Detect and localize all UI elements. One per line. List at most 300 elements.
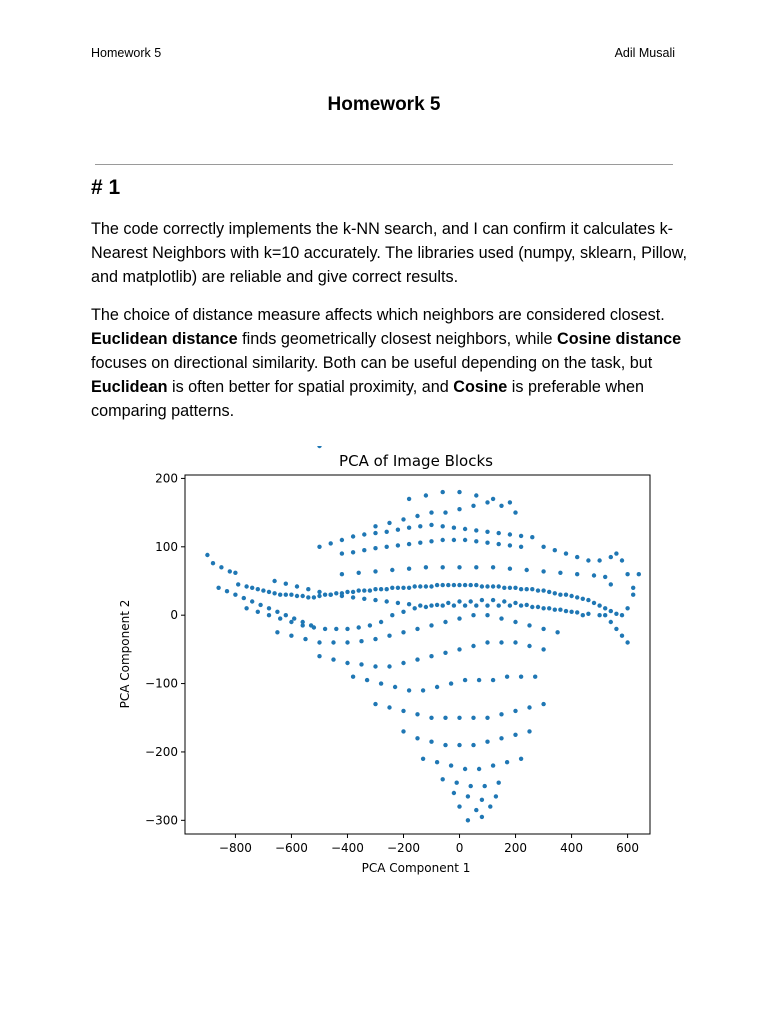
scatter-point <box>491 678 495 682</box>
scatter-point <box>519 675 523 679</box>
scatter-point <box>345 640 349 644</box>
scatter-point <box>463 603 467 607</box>
scatter-point <box>306 587 310 591</box>
scatter-point <box>491 584 495 588</box>
scatter-point <box>527 623 531 627</box>
scatter-point <box>586 558 590 562</box>
scatter-point <box>499 712 503 716</box>
scatter-point <box>558 593 562 597</box>
scatter-point <box>396 528 400 532</box>
scatter-point <box>345 627 349 631</box>
scatter-point <box>272 579 276 583</box>
scatter-point <box>345 661 349 665</box>
scatter-point <box>211 561 215 565</box>
scatter-point <box>441 490 445 494</box>
scatter-point <box>407 567 411 571</box>
scatter-point <box>491 565 495 569</box>
scatter-point <box>597 613 601 617</box>
scatter-point <box>351 534 355 538</box>
scatter-point <box>620 613 624 617</box>
scatter-point <box>597 603 601 607</box>
scatter-point <box>295 584 299 588</box>
scatter-point <box>463 527 467 531</box>
scatter-point <box>373 531 377 535</box>
scatter-point <box>275 610 279 614</box>
scatter-point <box>508 586 512 590</box>
x-tick-label: 0 <box>455 841 464 855</box>
scatter-point <box>575 610 579 614</box>
scatter-point <box>533 675 537 679</box>
paragraph-text: is often better for spatial proximity, and <box>167 378 454 396</box>
scatter-point <box>443 743 447 747</box>
y-tick-label: 200 <box>155 471 178 486</box>
scatter-point <box>401 630 405 634</box>
scatter-point <box>497 584 501 588</box>
running-header-left: Homework 5 <box>91 46 162 60</box>
scatter-point <box>457 743 461 747</box>
scatter-point <box>407 542 411 546</box>
scatter-point <box>258 603 262 607</box>
scatter-point <box>463 678 467 682</box>
scatter-point <box>469 583 473 587</box>
scatter-point <box>547 590 551 594</box>
scatter-point <box>474 493 478 497</box>
y-tick-label: 100 <box>155 539 178 554</box>
scatter-point <box>480 598 484 602</box>
scatter-point <box>502 586 506 590</box>
scatter-point <box>527 705 531 709</box>
scatter-point <box>541 545 545 549</box>
scatter-point <box>469 599 473 603</box>
scatter-point <box>441 777 445 781</box>
scatter-point <box>530 605 534 609</box>
chart-title: PCA of Image Blocks <box>339 452 493 470</box>
scatter-point <box>513 586 517 590</box>
scatter-point <box>620 634 624 638</box>
scatter-point <box>393 685 397 689</box>
scatter-point <box>429 539 433 543</box>
scatter-point <box>418 524 422 528</box>
scatter-point <box>547 606 551 610</box>
paragraph-text: focuses on directional similarity. Both can be useful depending on the task, but <box>91 354 653 372</box>
scatter-point <box>373 664 377 668</box>
scatter-point <box>452 583 456 587</box>
y-tick-label: 0 <box>170 608 178 623</box>
scatter-point <box>256 610 260 614</box>
scatter-point <box>429 654 433 658</box>
scatter-point <box>317 590 321 594</box>
scatter-point <box>530 535 534 539</box>
scatter-point <box>429 716 433 720</box>
scatter-point <box>466 794 470 798</box>
scatter-point <box>435 685 439 689</box>
scatter-point <box>463 767 467 771</box>
scatter-point <box>312 595 316 599</box>
scatter-point <box>357 625 361 629</box>
scatter-point <box>513 620 517 624</box>
scatter-point <box>525 603 529 607</box>
scatter-point <box>396 586 400 590</box>
bold-term-cosine-distance: Cosine distance <box>557 330 682 348</box>
scatter-point <box>267 590 271 594</box>
scatter-point <box>407 602 411 606</box>
scatter-point <box>497 542 501 546</box>
scatter-point <box>474 565 478 569</box>
scatter-point <box>334 591 338 595</box>
scatter-point <box>219 565 223 569</box>
scatter-point <box>387 664 391 668</box>
scatter-point <box>429 584 433 588</box>
scatter-point <box>485 500 489 504</box>
scatter-point <box>527 729 531 733</box>
scatter-point <box>357 571 361 575</box>
scatter-point <box>513 601 517 605</box>
scatter-point <box>415 712 419 716</box>
scatter-point <box>499 504 503 508</box>
scatter-point <box>558 571 562 575</box>
x-tick-label: −200 <box>387 841 420 855</box>
scatter-point <box>614 627 618 631</box>
scatter-point <box>250 586 254 590</box>
scatter-point <box>385 599 389 603</box>
y-axis-label: PCA Component 2 <box>118 599 132 709</box>
scatter-point <box>301 594 305 598</box>
scatter-point <box>359 639 363 643</box>
scatter-point <box>485 740 489 744</box>
scatter-point <box>474 603 478 607</box>
scatter-point <box>541 647 545 651</box>
scatter-point <box>457 490 461 494</box>
scatter-point <box>455 781 459 785</box>
scatter-point <box>527 644 531 648</box>
scatter-point <box>471 504 475 508</box>
scatter-point <box>463 583 467 587</box>
scatter-point <box>497 603 501 607</box>
scatter-point <box>508 500 512 504</box>
scatter-point <box>429 510 433 514</box>
scatter-point <box>418 541 422 545</box>
scatter-point <box>225 589 229 593</box>
scatter-point <box>513 709 517 713</box>
scatter-point <box>477 678 481 682</box>
scatter-point <box>508 603 512 607</box>
scatter-point <box>365 678 369 682</box>
scatter-point <box>407 497 411 501</box>
scatter-point <box>474 583 478 587</box>
paragraph-knn: The code correctly implements the k-NN search, and I can confirm it calculates k-Nearest Neighbors with k=10 accurately. The libraries used (numpy, sklearn, Pillow, and matplotlib) are reliable and give correct results. <box>91 220 688 286</box>
scatter-point <box>329 541 333 545</box>
scatter-point <box>401 610 405 614</box>
scatter-point <box>415 736 419 740</box>
scatter-point <box>373 569 377 573</box>
scatter-point <box>415 657 419 661</box>
scatter-point <box>340 551 344 555</box>
scatter-point <box>457 583 461 587</box>
scatter-point <box>421 688 425 692</box>
scatter-point <box>390 586 394 590</box>
scatter-point <box>625 572 629 576</box>
scatter-point <box>452 538 456 542</box>
scatter-point <box>340 594 344 598</box>
scatter-point <box>485 716 489 720</box>
scatter-point <box>233 593 237 597</box>
scatter-point <box>471 716 475 720</box>
scatter-point <box>429 740 433 744</box>
scatter-point <box>508 532 512 536</box>
scatter-point <box>424 493 428 497</box>
scatter-point <box>564 551 568 555</box>
scatter-point <box>597 558 601 562</box>
scatter-point <box>485 640 489 644</box>
scatter-point <box>530 587 534 591</box>
scatter-point <box>625 606 629 610</box>
scatter-point <box>362 532 366 536</box>
plot-frame <box>185 475 650 834</box>
scatter-point <box>553 591 557 595</box>
scatter-point <box>564 593 568 597</box>
scatter-point <box>329 593 333 597</box>
paragraph-text: finds geometrically closest neighbors, while <box>237 330 558 348</box>
scatter-point <box>525 587 529 591</box>
scatter-point <box>368 588 372 592</box>
scatter-point <box>424 584 428 588</box>
scatter-point <box>513 510 517 514</box>
scatter-point <box>357 588 361 592</box>
scatter-point <box>474 539 478 543</box>
scatter-point <box>457 565 461 569</box>
scatter-point <box>480 798 484 802</box>
scatter-point <box>424 605 428 609</box>
scatter-point <box>536 605 540 609</box>
scatter-point <box>244 606 248 610</box>
scatter-point <box>508 567 512 571</box>
x-tick-label: 600 <box>616 841 640 855</box>
x-tick-label: −800 <box>218 841 252 855</box>
scatter-point <box>569 610 573 614</box>
scatter-point <box>250 599 254 603</box>
scatter-point <box>469 784 473 788</box>
scatter-point <box>443 620 447 624</box>
scatter-point <box>373 598 377 602</box>
scatter-point <box>497 781 501 785</box>
scatter-point <box>637 572 641 576</box>
scatter-point <box>323 593 327 597</box>
scatter-point <box>575 595 579 599</box>
scatter-point <box>519 587 523 591</box>
scatter-point <box>631 586 635 590</box>
scatter-point <box>452 603 456 607</box>
scatter-point <box>435 583 439 587</box>
scatter-point <box>413 606 417 610</box>
scatter-point <box>525 568 529 572</box>
scatter-point <box>499 736 503 740</box>
bold-term-euclidean: Euclidean <box>91 378 168 396</box>
scatter-point <box>513 733 517 737</box>
scatter-point <box>379 587 383 591</box>
scatter-point <box>351 595 355 599</box>
scatter-point <box>446 601 450 605</box>
scatter-point <box>609 582 613 586</box>
scatter-point <box>508 543 512 547</box>
scatter-point <box>390 568 394 572</box>
scatter-point <box>581 613 585 617</box>
scatter-point <box>474 528 478 532</box>
bold-term-cosine: Cosine <box>453 378 508 396</box>
scatter-point <box>519 545 523 549</box>
scatter-point <box>407 526 411 530</box>
scatter-point <box>401 586 405 590</box>
scatter-point <box>359 662 363 666</box>
scatter-point <box>519 603 523 607</box>
scatter-point <box>289 620 293 624</box>
scatter-point <box>441 565 445 569</box>
scatter-point <box>449 681 453 685</box>
scatter-point <box>284 613 288 617</box>
scatter-point <box>301 620 305 624</box>
document-title: Homework 5 <box>327 94 441 115</box>
scatter-point <box>295 594 299 598</box>
scatter-point <box>334 627 338 631</box>
scatter-point <box>317 594 321 598</box>
scatter-point <box>216 586 220 590</box>
scatter-point <box>569 594 573 598</box>
y-tick-label: −200 <box>145 744 178 759</box>
scatter-point <box>242 596 246 600</box>
scatter-point <box>575 555 579 559</box>
scatter-point <box>385 530 389 534</box>
scatter-point <box>471 644 475 648</box>
scatter-point <box>491 598 495 602</box>
x-tick-label: 400 <box>560 841 584 855</box>
scatter-point <box>236 582 240 586</box>
scatter-point <box>555 630 559 634</box>
scatter-point <box>513 640 517 644</box>
x-axis-label: PCA Component 1 <box>361 861 471 875</box>
x-tick-label: 200 <box>504 841 527 855</box>
scatter-point <box>292 616 296 620</box>
scatter-point <box>272 591 276 595</box>
scatter-point <box>435 603 439 607</box>
section-heading: # 1 <box>91 176 121 199</box>
scatter-point <box>491 497 495 501</box>
scatter-point <box>485 541 489 545</box>
scatter-point <box>474 808 478 812</box>
scatter-point <box>592 573 596 577</box>
scatter-point <box>407 688 411 692</box>
scatter-point <box>407 586 411 590</box>
scatter-point <box>541 588 545 592</box>
scatter-point <box>373 546 377 550</box>
scatter-point <box>390 613 394 617</box>
scatter-point <box>267 606 271 610</box>
scatter-point <box>497 531 501 535</box>
scatter-point <box>609 609 613 613</box>
scatter-point <box>351 675 355 679</box>
x-tick-label: −400 <box>330 841 364 855</box>
scatter-point <box>415 627 419 631</box>
x-axis-ticks <box>219 834 639 855</box>
scatter-point <box>443 651 447 655</box>
scatter-point <box>480 815 484 819</box>
scatter-point <box>278 616 282 620</box>
scatter-point <box>592 601 596 605</box>
scatter-point <box>502 599 506 603</box>
scatter-point <box>553 608 557 612</box>
pca-scatter-chart <box>105 446 665 886</box>
scatter-point <box>441 603 445 607</box>
scatter-point <box>457 716 461 720</box>
running-header-author: Adil Musali <box>614 46 675 60</box>
scatter-point <box>519 757 523 761</box>
scatter-point <box>317 640 321 644</box>
scatter-point <box>228 569 232 573</box>
scatter-point <box>446 583 450 587</box>
scatter-point <box>331 657 335 661</box>
paragraph-text: is preferable when comparing patterns. <box>91 378 645 420</box>
scatter-point <box>303 637 307 641</box>
scatter-point <box>463 538 467 542</box>
scatter-point <box>373 587 377 591</box>
scatter-point <box>233 571 237 575</box>
scatter-point <box>541 606 545 610</box>
scatter-point <box>401 661 405 665</box>
scatter-point <box>441 524 445 528</box>
scatter-point <box>387 705 391 709</box>
scatter-point <box>491 763 495 767</box>
scatter-point <box>385 587 389 591</box>
scatter-point <box>457 804 461 808</box>
scatter-point <box>494 794 498 798</box>
scatter-point <box>480 584 484 588</box>
scatter-point <box>331 640 335 644</box>
scatter-point <box>289 634 293 638</box>
scatter-point <box>267 613 271 617</box>
scatter-point <box>418 603 422 607</box>
scatter-point <box>499 616 503 620</box>
y-tick-label: −300 <box>145 813 178 828</box>
scatter-point <box>401 709 405 713</box>
horizontal-rule <box>95 164 673 165</box>
scatter-point <box>323 627 327 631</box>
scatter-point <box>541 569 545 573</box>
scatter-point <box>483 784 487 788</box>
scatter-point <box>558 608 562 612</box>
scatter-point <box>485 613 489 617</box>
scatter-point <box>586 612 590 616</box>
scatter-point <box>429 523 433 527</box>
scatter-point <box>256 587 260 591</box>
scatter-point <box>452 526 456 530</box>
scatter-point <box>452 791 456 795</box>
scatter-point <box>505 760 509 764</box>
scatter-point <box>457 599 461 603</box>
scatter-point <box>379 620 383 624</box>
scatter-point <box>603 575 607 579</box>
scatter-point <box>396 543 400 547</box>
scatter-point <box>284 593 288 597</box>
scatter-point <box>362 588 366 592</box>
scatter-point <box>284 582 288 586</box>
scatter-point <box>625 640 629 644</box>
scatter-point <box>471 613 475 617</box>
scatter-point <box>477 767 481 771</box>
y-tick-label: −100 <box>145 676 178 691</box>
scatter-point <box>541 627 545 631</box>
scatter-point <box>488 804 492 808</box>
scatter-point <box>536 588 540 592</box>
scatter-point <box>205 553 209 557</box>
scatter-point <box>603 613 607 617</box>
